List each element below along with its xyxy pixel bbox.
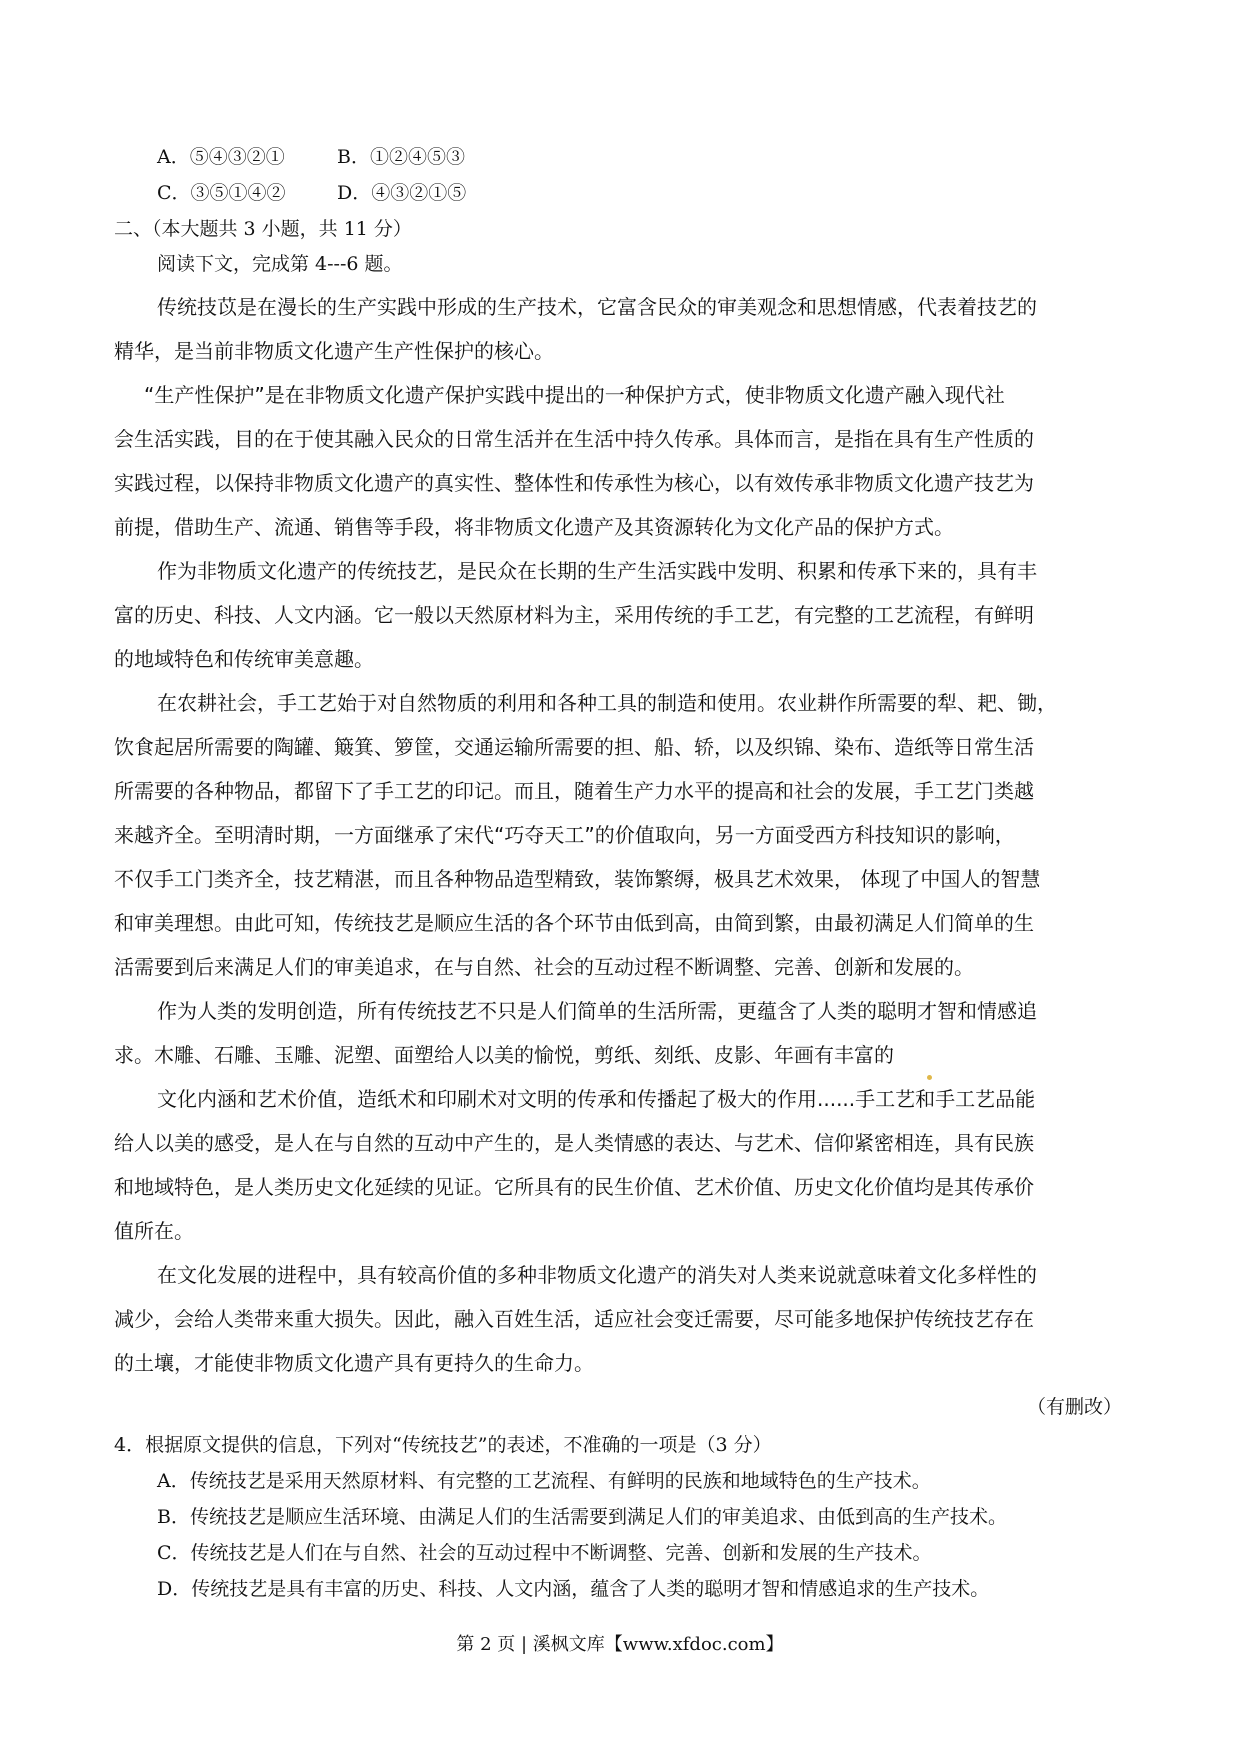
passage-line: 的土壤，才能使非物质文化遗产具有更持久的生命力。 [114,1351,594,1375]
question-option-c: C．传统技艺是人们在与自然、社会的互动过程中不断调整、完善、创新和发展的生产技术。 [157,1542,932,1564]
passage-line: 富的历史、科技、人文内涵。它一般以天然原材料为主，采用传统的手工艺，有完整的工艺流程，有鲜明 [114,603,1034,627]
passage-line: 和地域特色，是人类历史文化延续的见证。它所具有的民生价值、艺术价值、历史文化价值均是其传承价 [114,1175,1034,1199]
passage-line: 实践过程，以保持非物质文化遗产的真实性、整体性和传承性为核心，以有效传承非物质文化遗产技艺为 [114,471,1034,495]
section-instruction: 阅读下文，完成第 4---6 题。 [157,253,403,275]
section-heading: 二、（本大题共 3 小题，共 11 分） [114,218,412,240]
passage-line: 的地域特色和传统审美意趣。 [114,647,374,671]
stray-mark [927,1075,932,1080]
passage-line: 传统技苡是在漫长的生产实践中形成的生产技术，它富含民众的审美观念和思想情感，代表着技艺的 [157,295,1037,319]
passage-line: 和审美理想。由此可知，传统技艺是顺应生活的各个环节由低到高，由简到繁，由最初满足人们简单的生 [114,911,1034,935]
passage-line: 会生活实践，目的在于使其融入民众的日常生活并在生活中持久传承。具体而言，是指在具有生产性质的 [114,427,1034,451]
passage-line: “生产性保护”是在非物质文化遗产保护实践中提出的一种保护方式，使非物质文化遗产融入现代社 [144,383,1005,407]
option-d: D．④③②①⑤ [337,182,467,204]
question-stem: 4．根据原文提供的信息，下列对“传统技艺”的表述，不准确的一项是（3 分） [114,1434,772,1456]
passage-line: 不仅手工门类齐全，技艺精湛，而且各种物品造型精致，装饰繁缛，极具艺术效果， 体现了中国人的智慧 [114,867,1041,891]
question-option-d: D．传统技艺是具有丰富的历史、科技、人文内涵，蕴含了人类的聪明才智和情感追求的生产技术。 [157,1578,990,1600]
option-row-cd [157,184,466,203]
passage-line: 在农耕社会，手工艺始于对自然物质的利用和各种工具的制造和使用。农业耕作所需要的犁、耙、锄， [157,691,1057,715]
passage-line: 给人以美的感受，是人在与自然的互动中产生的，是人类情感的表达、与艺术、信仰紧密相连，具有民族 [114,1131,1034,1155]
source-note: （有删改） [1026,1396,1122,1418]
passage-line: 活需要到后来满足人们的审美追求，在与自然、社会的互动过程不断调整、完善、创新和发展的。 [114,955,974,979]
passage-line: 前提，借助生产、流通、销售等手段，将非物质文化遗产及其资源转化为文化产品的保护方式。 [114,515,954,539]
page-footer: 第 2 页 | 溪枫文库【www.xfdoc.com】 [456,1634,784,1655]
option-a: A．⑤④③②① [157,146,285,168]
passage-line: 所需要的各种物品，都留下了手工艺的印记。而且，随着生产力水平的提高和社会的发展，手工艺门类越 [114,779,1034,803]
question-option-b: B．传统技艺是顺应生活环境、由满足人们的生活需要到满足人们的审美追求、由低到高的生产技术。 [157,1506,1007,1528]
passage-line: 减少，会给人类带来重大损失。因此，融入百姓生活，适应社会变迁需要，尽可能多地保护传统技艺存在 [114,1307,1034,1331]
option-b: B．①②④⑤③ [337,146,465,168]
passage-line: 精华，是当前非物质文化遗产生产性保护的核心。 [114,339,554,363]
option-row-ab [157,148,465,167]
passage-line: 作为非物质文化遗产的传统技艺，是民众在长期的生产生活实践中发明、积累和传承下来的，具有丰 [157,559,1037,583]
option-c: C．③⑤①④② [157,182,286,204]
passage-line: 文化内涵和艺术价值，造纸术和印刷术对文明的传承和传播起了极大的作用......手工艺和手工艺品能 [157,1087,1036,1111]
passage-line: 饮食起居所需要的陶罐、簸箕、箩筐，交通运输所需要的担、船、轿，以及织锦、染布、造纸等日常生活 [114,735,1034,759]
question-option-a: A．传统技艺是采用天然原材料、有完整的工艺流程、有鲜明的民族和地域特色的生产技术。 [157,1470,931,1492]
passage-line: 在文化发展的进程中，具有较高价值的多种非物质文化遗产的消失对人类来说就意味着文化多样性的 [157,1263,1037,1287]
passage-line: 来越齐全。至明清时期，一方面继承了宋代“巧夺天工”的价值取向，另一方面受西方科技知识的影响， [114,823,1015,847]
passage-line: 求。木雕、石雕、玉雕、泥塑、面塑给人以美的愉悦，剪纸、刻纸、皮影、年画有丰富的 [114,1043,894,1067]
passage-line: 作为人类的发明创造，所有传统技艺不只是人们简单的生活所需，更蕴含了人类的聪明才智和情感追 [157,999,1037,1023]
passage-line: 值所在。 [114,1219,194,1243]
